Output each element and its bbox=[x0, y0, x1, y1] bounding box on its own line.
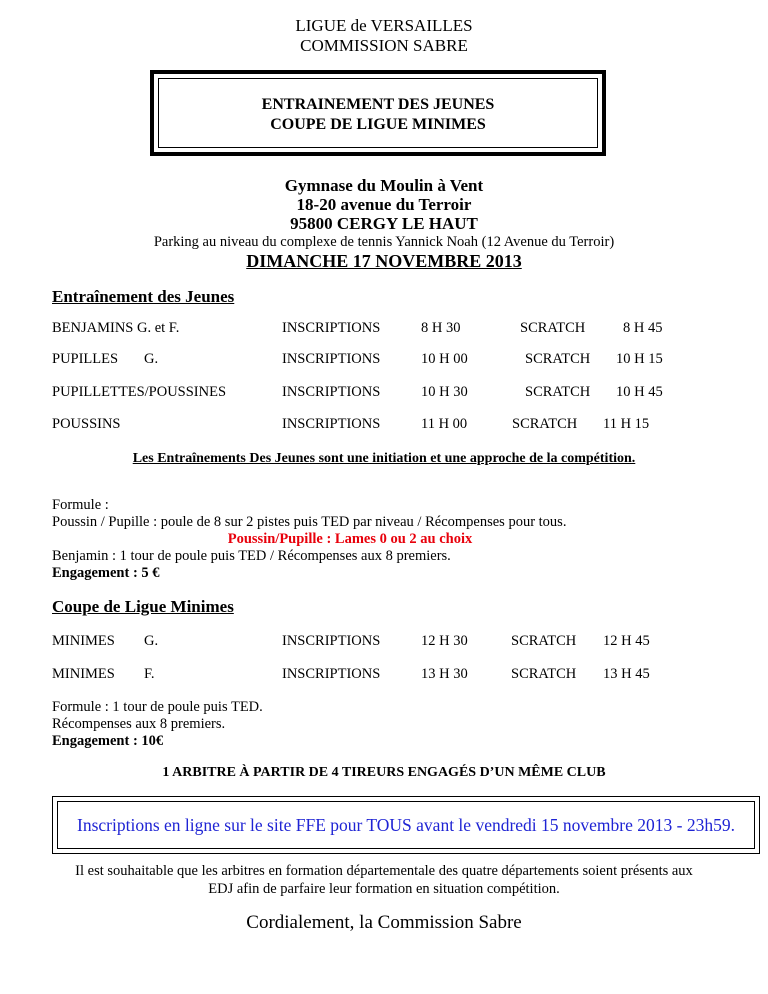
formule-label: Formule : bbox=[52, 497, 109, 513]
row-scratch-label: SCRATCH bbox=[512, 416, 578, 432]
inscriptions-text: Inscriptions en ligne sur le site FFE pour TOUS avant le vendredi 15 novembre 2013 - 23h59. bbox=[77, 815, 735, 835]
row-scratch-label: SCRATCH bbox=[525, 351, 591, 367]
row-scratch-label: SCRATCH bbox=[511, 633, 577, 649]
engagement-minimes: Engagement : 10€ bbox=[52, 733, 164, 749]
venue-parking: Parking au niveau du complexe de tennis Yannick Noah (12 Avenue du Terroir) bbox=[153, 234, 615, 250]
venue-street: 18-20 avenue du Terroir bbox=[296, 195, 472, 214]
commission-name: COMMISSION SABRE bbox=[300, 36, 468, 55]
section-title-jeunes: Entraînement des Jeunes bbox=[52, 287, 235, 306]
row-inscriptions-time: 8 H 30 bbox=[421, 320, 461, 336]
row-inscriptions-time: 10 H 30 bbox=[421, 384, 468, 400]
row-scratch-label: SCRATCH bbox=[520, 320, 586, 336]
engagement-jeunes: Engagement : 5 € bbox=[52, 565, 160, 581]
cordialement: Cordialement, la Commission Sabre bbox=[246, 912, 522, 933]
table-row bbox=[0, 666, 768, 684]
table-row bbox=[0, 320, 768, 338]
footer-line-1: Il est souhaitable que les arbitres en formation départementale des quatre départements soient présents aux bbox=[75, 863, 693, 879]
footer-line-2: EDJ afin de parfaire leur formation en situation compétition. bbox=[208, 881, 560, 897]
jeunes-note: Les Entraînements Des Jeunes sont une initiation et une approche de la compétition. bbox=[132, 451, 636, 466]
row-inscriptions-label: INSCRIPTIONS bbox=[282, 666, 381, 682]
venue-city: 95800 CERGY LE HAUT bbox=[290, 214, 478, 233]
row-inscriptions-label: INSCRIPTIONS bbox=[282, 384, 381, 400]
row-category: MINIMES bbox=[52, 666, 115, 682]
row-scratch-time: 10 H 45 bbox=[616, 384, 663, 400]
event-date: DIMANCHE 17 NOVEMBRE 2013 bbox=[246, 251, 522, 271]
row-scratch-label: SCRATCH bbox=[525, 384, 591, 400]
row-scratch-time: 10 H 15 bbox=[616, 351, 663, 367]
row-inscriptions-label: INSCRIPTIONS bbox=[282, 633, 381, 649]
row-scratch-label: SCRATCH bbox=[511, 666, 577, 682]
row-sex: G. bbox=[144, 633, 159, 649]
row-scratch-time: 12 H 45 bbox=[603, 633, 650, 649]
league-name: LIGUE de VERSAILLES bbox=[295, 16, 473, 35]
row-category: BENJAMINS G. et F. bbox=[52, 320, 180, 336]
lames-choice: Poussin/Pupille : Lames 0 ou 2 au choix bbox=[227, 531, 473, 547]
arbitre-rule: 1 ARBITRE À PARTIR DE 4 TIREURS ENGAGÉS D’UN MÊME CLUB bbox=[162, 765, 606, 780]
row-scratch-time: 13 H 45 bbox=[603, 666, 650, 682]
table-row bbox=[0, 633, 768, 651]
row-inscriptions-time: 11 H 00 bbox=[421, 416, 468, 432]
venue-name: Gymnase du Moulin à Vent bbox=[284, 176, 484, 195]
row-scratch-time: 11 H 15 bbox=[603, 416, 650, 432]
row-inscriptions-time: 10 H 00 bbox=[421, 351, 468, 367]
title-line-2: COUPE DE LIGUE MINIMES bbox=[270, 116, 486, 133]
table-row bbox=[0, 416, 768, 434]
row-category: MINIMES bbox=[52, 633, 115, 649]
row-inscriptions-time: 13 H 30 bbox=[421, 666, 468, 682]
recompenses-minimes: Récompenses aux 8 premiers. bbox=[52, 716, 226, 732]
formule-poussin-pupille: Poussin / Pupille : poule de 8 sur 2 pistes puis TED par niveau / Récompenses pour tous. bbox=[52, 514, 567, 530]
row-inscriptions-label: INSCRIPTIONS bbox=[282, 416, 381, 432]
table-row bbox=[0, 384, 768, 402]
row-category: POUSSINS bbox=[52, 416, 121, 432]
formule-benjamin: Benjamin : 1 tour de poule puis TED / Récompenses aux 8 premiers. bbox=[52, 548, 451, 564]
row-sex: F. bbox=[144, 666, 155, 682]
row-sex: G. bbox=[144, 351, 159, 367]
title-box bbox=[150, 70, 606, 156]
row-scratch-time: 8 H 45 bbox=[623, 320, 663, 336]
row-category: PUPILLETTES/POUSSINES bbox=[52, 384, 227, 400]
jeunes-formule bbox=[52, 497, 752, 582]
row-category: PUPILLES bbox=[52, 351, 119, 367]
formule-minimes: Formule : 1 tour de poule puis TED. bbox=[52, 699, 263, 715]
inscriptions-box bbox=[52, 796, 760, 854]
section-title-minimes: Coupe de Ligue Minimes bbox=[52, 597, 234, 616]
row-inscriptions-time: 12 H 30 bbox=[421, 633, 468, 649]
minimes-formule bbox=[52, 699, 752, 750]
table-row bbox=[0, 351, 768, 369]
row-inscriptions-label: INSCRIPTIONS bbox=[282, 351, 381, 367]
title-line-1: ENTRAINEMENT DES JEUNES bbox=[261, 96, 495, 113]
row-inscriptions-label: INSCRIPTIONS bbox=[282, 320, 381, 336]
